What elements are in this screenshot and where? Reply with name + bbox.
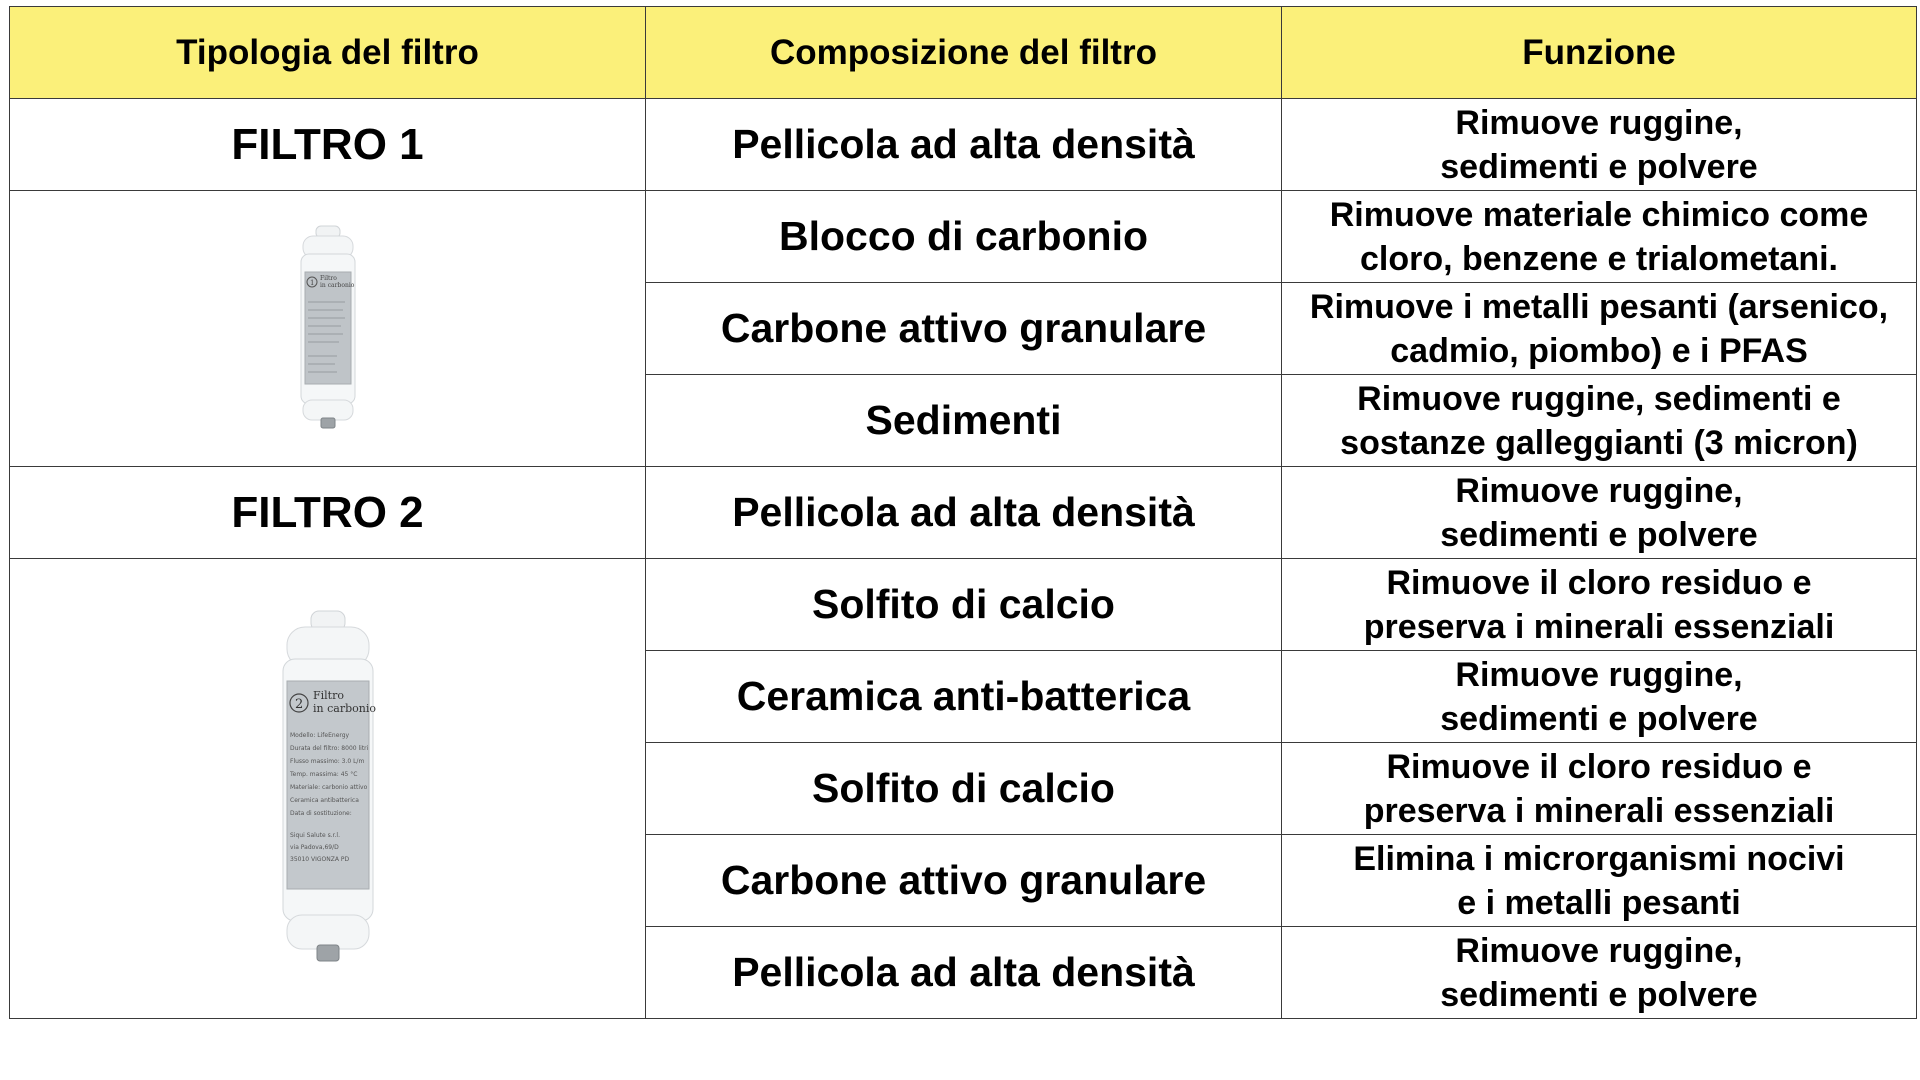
composition-cell: Pellicola ad alta densità: [646, 927, 1282, 1019]
function-cell: Rimuove materiale chimico come cloro, benzene e trialometani.: [1282, 191, 1917, 283]
filter-2-image-cell: [10, 559, 646, 1019]
filter-1-label-title1: Filtro: [319, 274, 337, 282]
function-cell: Rimuove ruggine, sedimenti e polvere: [1282, 99, 1917, 191]
function-cell: Rimuove il cloro residuo e preserva i minerali essenziali: [1282, 559, 1917, 651]
function-cell: Rimuove il cloro residuo e preserva i minerali essenziali: [1282, 743, 1917, 835]
filter-2-spec-line: Siqui Salute s.r.l.: [289, 831, 340, 839]
filter-2-spec-line: Temp. massima: 45 °C: [289, 770, 357, 778]
filter-2-spec-line: Durata del filtro: 8000 litri: [289, 744, 368, 752]
function-cell: Rimuove ruggine, sedimenti e polvere: [1282, 927, 1917, 1019]
function-cell: Rimuove ruggine, sedimenti e sostanze galleggianti (3 micron): [1282, 375, 1917, 467]
filter-2-cartridge-image: [273, 609, 383, 969]
filter-2-spec-line: Modello: LifeEnergy: [289, 731, 349, 739]
header-row: [10, 7, 1917, 99]
filter-2-spec-line: Flusso massimo: 3.0 L/m: [289, 757, 364, 765]
filter-table: [9, 6, 1917, 1019]
function-cell: Elimina i microrganismi nocivi e i metalli pesanti: [1282, 835, 1917, 927]
filter-1-label-title2: in carbonio: [319, 281, 354, 289]
filter-2-spec-line: Materiale: carbonio attivo: [289, 783, 367, 791]
filter-2-label-title2: in carbonio: [312, 701, 376, 715]
filter-2-name: FILTRO 2: [10, 467, 646, 559]
function-cell: Rimuove i metalli pesanti (arsenico, cadmio, piombo) e i PFAS: [1282, 283, 1917, 375]
filter-2-label-number: 2: [294, 696, 303, 712]
table-row: [10, 559, 1917, 651]
filter-2-label-title1: Filtro: [312, 688, 344, 702]
function-cell: Rimuove ruggine, sedimenti e polvere: [1282, 467, 1917, 559]
composition-cell: Pellicola ad alta densità: [646, 467, 1282, 559]
filter-2-spec-line: Data di sostituzione:: [289, 809, 352, 817]
filter-2-spec-line: via Padova,69/D: [289, 843, 339, 851]
header-composition: Composizione del filtro: [646, 7, 1282, 99]
table-row: [10, 467, 1917, 559]
composition-cell: Ceramica anti-batterica: [646, 651, 1282, 743]
composition-cell: Solfito di calcio: [646, 743, 1282, 835]
filter-2-spec-line: Ceramica antibatterica: [289, 796, 359, 804]
composition-cell: Blocco di carbonio: [646, 191, 1282, 283]
table-row: [10, 191, 1917, 283]
composition-cell: Pellicola ad alta densità: [646, 99, 1282, 191]
filter-2-spec-line: 35010 VIGONZA PD: [289, 855, 349, 863]
header-type: Tipologia del filtro: [10, 7, 646, 99]
filter-1-cartridge-image: [293, 224, 363, 434]
function-cell: Rimuove ruggine, sedimenti e polvere: [1282, 651, 1917, 743]
composition-cell: Sedimenti: [646, 375, 1282, 467]
composition-cell: Solfito di calcio: [646, 559, 1282, 651]
filter-1-image-cell: [10, 191, 646, 467]
filter-1-label-number: 1: [309, 278, 314, 287]
table-row: [10, 99, 1917, 191]
composition-cell: Carbone attivo granulare: [646, 283, 1282, 375]
filter-1-name: FILTRO 1: [10, 99, 646, 191]
composition-cell: Carbone attivo granulare: [646, 835, 1282, 927]
header-function: Funzione: [1282, 7, 1917, 99]
